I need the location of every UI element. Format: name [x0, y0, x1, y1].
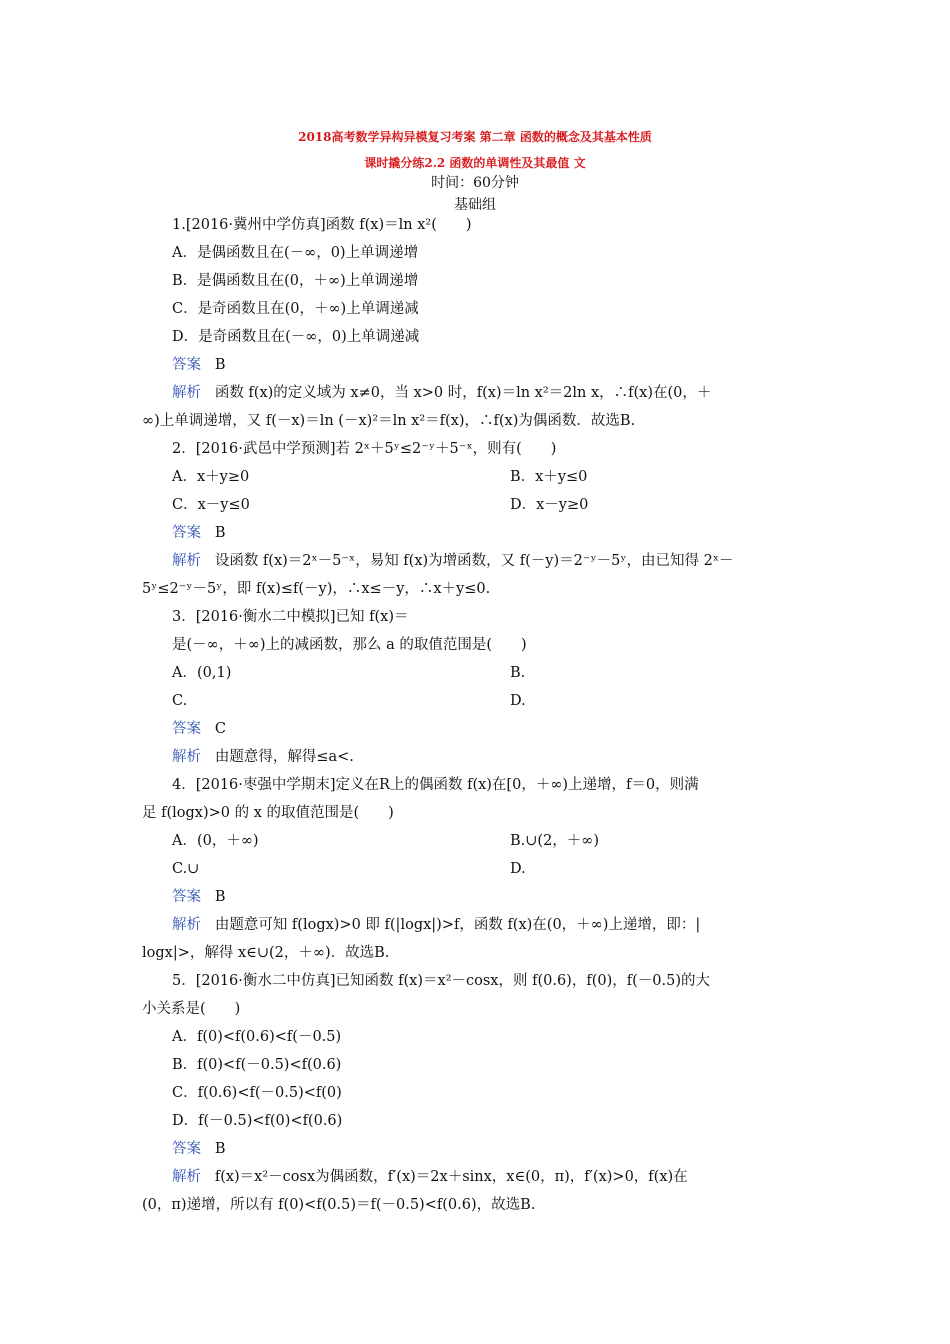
- q4-option-d: D.: [510, 861, 526, 877]
- q3-option-b: B.: [510, 665, 526, 681]
- answer-label: 答案: [172, 721, 201, 737]
- q1-option-c: C．是奇函数且在(0，＋∞)上单调递减: [172, 301, 419, 317]
- q2-option-b: B．x＋y≤0: [510, 469, 588, 485]
- analysis-text: 设函数 f(x)＝2ˣ－5⁻ˣ，易知 f(x)为增函数，又 f(－y)＝2⁻ʸ－5ʸ，由已知得 2ˣ－: [214, 553, 734, 569]
- document-title-line2: 课时撬分练2.2 函数的单调性及其最值 文: [364, 156, 586, 170]
- q5-option-c: C．f(0.6)<f(－0.5)<f(0): [172, 1085, 342, 1101]
- analysis-text: 由题意得，解得≤a<.: [214, 749, 354, 765]
- q5-stem-cont: 小关系是( ): [142, 1001, 241, 1017]
- q3-option-a: A．(0,1): [172, 665, 232, 681]
- analysis-label: 解析: [172, 1169, 201, 1185]
- q2-analysis-cont: 5ʸ≤2⁻ʸ－5ʸ，即 f(x)≤f(－y)，∴x≤－y，∴x＋y≤0.: [142, 581, 491, 597]
- q5-analysis: [172, 1167, 688, 1187]
- q2-analysis: [172, 551, 734, 571]
- q5-stem: 5．[2016·衡水二中仿真]已知函数 f(x)＝x²－cosx，则 f(0.6)，f(0)，f(－0.5)的大: [172, 973, 710, 989]
- answer-label: 答案: [172, 1141, 201, 1157]
- document-title-line1: 2018高考数学异构异模复习考案 第二章 函数的概念及其基本性质: [298, 130, 652, 144]
- q3-option-c: C.: [172, 693, 188, 709]
- q1-analysis: [172, 383, 711, 403]
- q4-stem: 4．[2016·枣强中学期末]定义在R上的偶函数 f(x)在[0，＋∞)上递增，f＝0，则满: [172, 777, 699, 793]
- q4-analysis-cont: logx|>，解得 x∈∪(2，＋∞)．故选B.: [142, 945, 390, 961]
- time-limit: 时间：60分钟: [431, 175, 519, 191]
- q1-option-d: D．是奇函数且在(－∞，0)上单调递减: [172, 329, 420, 345]
- q2-option-c: C．x－y≤0: [172, 497, 250, 513]
- q1-answer: [172, 355, 225, 375]
- q1-stem: 1.[2016·冀州中学仿真]函数 f(x)＝ln x²( ): [172, 217, 472, 233]
- analysis-text: 函数 f(x)的定义域为 x≠0，当 x>0 时，f(x)＝ln x²＝2ln x，∴f(x)在(0，＋: [214, 385, 712, 401]
- answer-value: B: [214, 1141, 226, 1157]
- answer-label: 答案: [172, 525, 201, 541]
- analysis-label: 解析: [172, 553, 201, 569]
- answer-label: 答案: [172, 889, 201, 905]
- q4-answer: [172, 887, 225, 907]
- q4-stem-cont: 足 f(logx)>0 的 x 的取值范围是( ): [142, 805, 394, 821]
- q1-option-a: A．是偶函数且在(－∞，0)上单调递增: [172, 245, 419, 261]
- q4-analysis: [172, 915, 700, 935]
- q3-stem: 3．[2016·衡水二中模拟]已知 f(x)＝: [172, 609, 409, 625]
- analysis-text: f(x)＝x²－cosx为偶函数，f′(x)＝2x＋sinx，x∈(0，π)，f′(x)>0，f(x)在: [214, 1169, 688, 1185]
- q5-option-b: B．f(0)<f(－0.5)<f(0.6): [172, 1057, 342, 1073]
- q5-option-a: A．f(0)<f(0.6)<f(－0.5): [172, 1029, 342, 1045]
- answer-value: B: [214, 525, 226, 541]
- answer-value: B: [214, 357, 226, 373]
- analysis-label: 解析: [172, 385, 201, 401]
- analysis-label: 解析: [172, 917, 201, 933]
- q1-option-b: B．是偶函数且在(0，＋∞)上单调递增: [172, 273, 419, 289]
- analysis-label: 解析: [172, 749, 201, 765]
- analysis-text: 由题意可知 f(logx)>0 即 f(|logx|)>f，函数 f(x)在(0，＋∞)上递增，即：|: [214, 917, 701, 933]
- answer-label: 答案: [172, 357, 201, 373]
- q5-analysis-cont: (0，π)递增，所以有 f(0)<f(0.5)＝f(－0.5)<f(0.6)，故选B.: [142, 1197, 536, 1213]
- group-heading: 基础组: [454, 197, 496, 213]
- q3-option-d: D.: [510, 693, 526, 709]
- q2-answer: [172, 523, 225, 543]
- q4-option-a: A．(0，＋∞): [172, 833, 259, 849]
- q5-answer: [172, 1139, 225, 1159]
- q5-option-d: D．f(－0.5)<f(0)<f(0.6): [172, 1113, 343, 1129]
- answer-value: C: [214, 721, 226, 737]
- answer-value: B: [214, 889, 226, 905]
- q4-option-c: C.∪: [172, 861, 200, 877]
- q2-option-d: D．x－y≥0: [510, 497, 589, 513]
- q3-stem-cont: 是(－∞，＋∞)上的减函数，那么 a 的取值范围是( ): [172, 637, 527, 653]
- q1-analysis-cont: ∞)上单调递增，又 f(－x)＝ln (－x)²＝ln x²＝f(x)，∴f(x)为偶函数．故选B.: [142, 413, 636, 429]
- q2-option-a: A．x＋y≥0: [172, 469, 250, 485]
- q4-option-b: B.∪(2，＋∞): [510, 833, 600, 849]
- q3-analysis: [172, 747, 354, 767]
- q3-answer: [172, 719, 226, 739]
- q2-stem: 2．[2016·武邑中学预测]若 2ˣ＋5ʸ≤2⁻ʸ＋5⁻ˣ，则有( ): [172, 441, 557, 457]
